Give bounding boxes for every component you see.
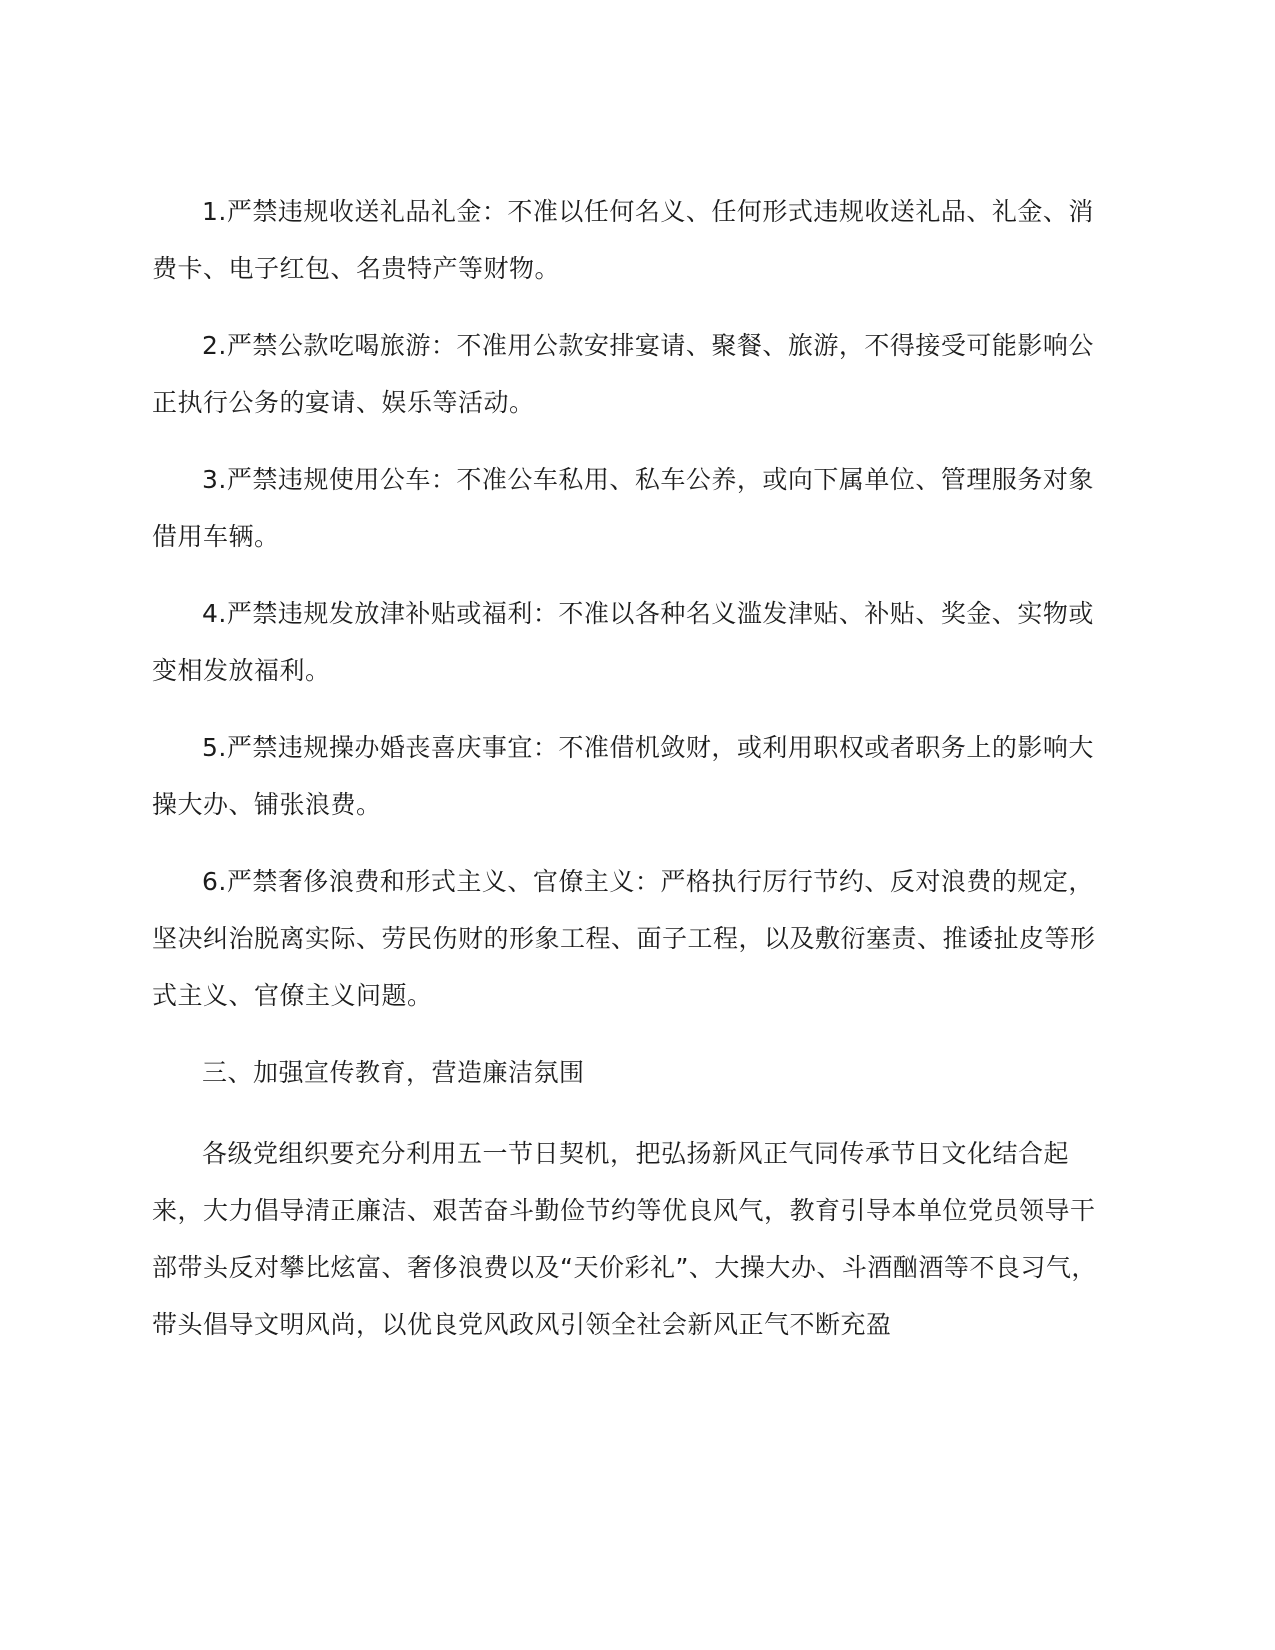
rule-paragraph-4: 4.严禁违规发放津补贴或福利：不准以各种名义滥发津贴、补贴、奖金、实物或变相发放福利。 <box>152 599 1094 685</box>
rule-paragraph-5: 5.严禁违规操办婚丧喜庆事宜：不准借机敛财，或利用职权或者职务上的影响大操大办、铺张浪费。 <box>152 733 1094 819</box>
rule-paragraph-2: 2.严禁公款吃喝旅游：不准用公款安排宴请、聚餐、旅游，不得接受可能影响公正执行公务的宴请、娱乐等活动。 <box>152 331 1094 417</box>
section-heading: 三、加强宣传教育，营造廉洁氛围 <box>202 1058 585 1087</box>
document-page <box>152 183 1112 1373</box>
closing-paragraph: 各级党组织要充分利用五一节日契机，把弘扬新风正气同传承节日文化结合起来，大力倡导清正廉洁、艰苦奋斗勤俭节约等优良风气，教育引导本单位党员领导干部带头反对攀比炫富、奢侈浪费以及“天价彩礼”、大操大办、斗酒酗酒等不良习气，带头倡导文明风尚，以优良党风政风引领全社会新风正气不断充盈 <box>152 1139 1097 1339</box>
rule-paragraph-6: 6.严禁奢侈浪费和形式主义、官僚主义：严格执行厉行节约、反对浪费的规定，坚决纠治脱离实际、劳民伤财的形象工程、面子工程，以及敷衍塞责、推诿扯皮等形式主义、官僚主义问题。 <box>152 867 1096 1010</box>
rule-paragraph-1: 1.严禁违规收送礼品礼金：不准以任何名义、任何形式违规收送礼品、礼金、消费卡、电子红包、名贵特产等财物。 <box>152 197 1094 283</box>
rule-paragraph-3: 3.严禁违规使用公车：不准公车私用、私车公养，或向下属单位、管理服务对象借用车辆。 <box>152 465 1094 551</box>
